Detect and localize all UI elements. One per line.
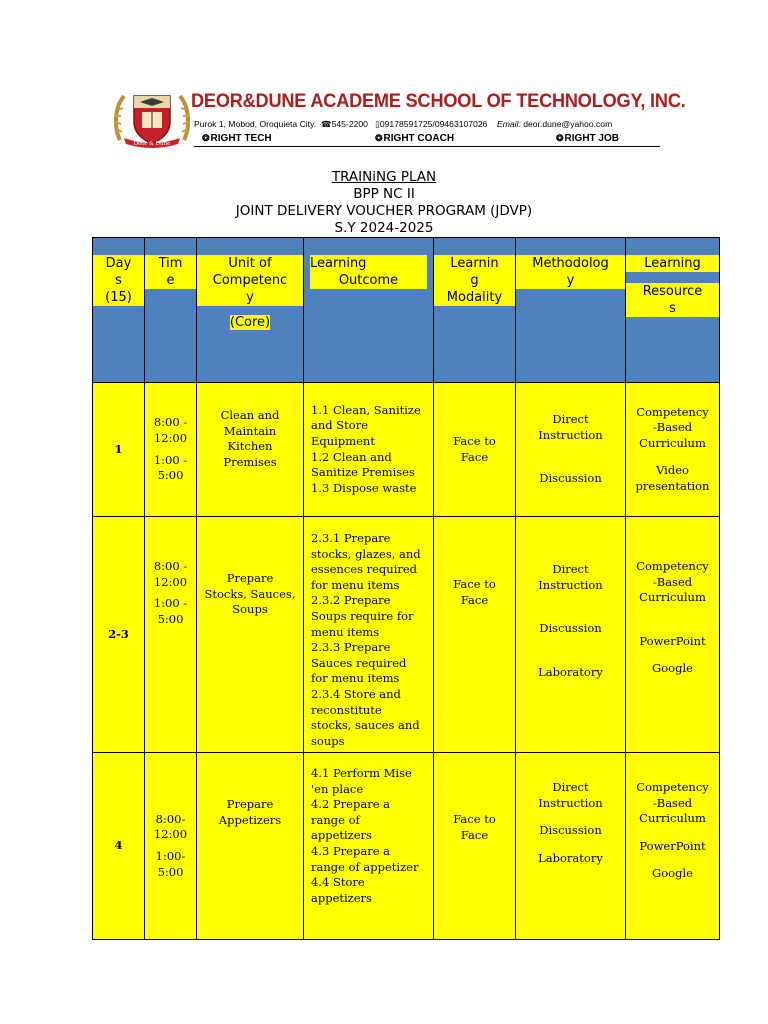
modality-cell: Face to Face (434, 753, 516, 940)
plan-subtitle-year: S.Y 2024-2025 (334, 220, 434, 236)
day-cell: 1 (93, 383, 145, 517)
table-row (93, 383, 720, 517)
day-cell: 2-3 (93, 517, 145, 753)
resources-cell: Competency -Based Curriculum Video presentation (626, 383, 720, 517)
outcome-cell: 2.3.1 Prepare stocks, glazes, and essences required for menu items 2.3.2 Prepare Soups require for menu items 2.3.3 Prepare Sauces required for menu items 2.3.4 Store and reconstitute stocks, sauces and soups (304, 517, 434, 753)
time-cell: 8:00- 12:00 1:00- 5:00 (145, 753, 197, 940)
tagline-coach: ❂RIGHT COACH (375, 133, 455, 144)
email-label: Email: (496, 119, 521, 129)
letterhead-rule (194, 146, 660, 147)
modality-cell: Face to Face (434, 383, 516, 517)
letterhead (108, 86, 686, 152)
methodology-cell: Direct Instruction Discussion Laboratory (516, 517, 626, 753)
mobile-icon: ▯ (375, 119, 380, 129)
outcome-cell: 4.1 Perform Mise 'en place 4.2 Prepare a range of appetizers 4.3 Prepare a range of appetizer 4.4 Store appetizers (304, 753, 434, 940)
phone-icon: ☎ (320, 119, 332, 129)
tagline-job: ❂RIGHT JOB (556, 133, 619, 144)
logo-ribbon-text: Deor & Dune (133, 141, 171, 147)
time-cell: 8:00 - 12:00 1:00 - 5:00 (145, 517, 197, 753)
resources-cell: Competency -Based Curriculum PowerPoint Google (626, 753, 720, 940)
day-cell: 4 (93, 753, 145, 940)
gear-icon: ❂ (202, 133, 210, 143)
unit-cell: Prepare Appetizers (197, 753, 304, 940)
gear-icon: ❂ (375, 133, 383, 143)
unit-cell: Prepare Stocks, Sauces, Soups (197, 517, 304, 753)
table-row (93, 517, 720, 753)
header-time: Tim e (145, 238, 197, 383)
school-logo (112, 88, 192, 150)
gear-icon: ❂ (556, 133, 564, 143)
address: Purok 1, Mobod, Oroquieta City. (194, 119, 317, 129)
outcome-cell: 1.1 Clean, Sanitize and Store Equipment 1.2 Clean and Sanitize Premises 1.3 Dispose waste (304, 383, 434, 517)
header-unit-of-competency: Unit of Competenc y (Core) (197, 238, 304, 383)
modality-cell: Face to Face (434, 517, 516, 753)
header-learning-resources: Learning Resource s (626, 238, 720, 383)
email: deor.dune@yahoo.com (523, 119, 613, 129)
resources-cell: Competency -Based Curriculum PowerPoint Google (626, 517, 720, 753)
time-cell: 8:00 - 12:00 1:00 - 5:00 (145, 383, 197, 517)
phone: 545-2200 (331, 119, 368, 129)
plan-subtitle-program: JOINT DELIVERY VOUCHER PROGRAM (JDVP) (235, 203, 533, 219)
header-days: Day s (15) (93, 238, 145, 383)
tagline-tech: ❂RIGHT TECH (202, 133, 272, 144)
school-name: DEOR&DUNE ACADEME SCHOOL OF TECHNOLOGY, INC. (191, 90, 686, 112)
header-methodology: Methodolog y (516, 238, 626, 383)
unit-cell: Clean and Maintain Kitchen Premises (197, 383, 304, 517)
methodology-cell: Direct Instruction Discussion (516, 383, 626, 517)
header-learning-outcome: Learning Outcome (304, 238, 434, 383)
plan-subtitle-course: BPP NC II (353, 186, 415, 202)
training-plan-table (92, 237, 720, 940)
contact-line (194, 119, 612, 130)
mobile: 09178591725/09463107026 (379, 119, 488, 129)
table-header-row (93, 238, 720, 383)
methodology-cell: Direct Instruction Discussion Laboratory (516, 753, 626, 940)
plan-title: TRAINiNG PLAN (331, 169, 437, 185)
header-learning-modality: Learnin g Modality (434, 238, 516, 383)
table-row (93, 753, 720, 940)
